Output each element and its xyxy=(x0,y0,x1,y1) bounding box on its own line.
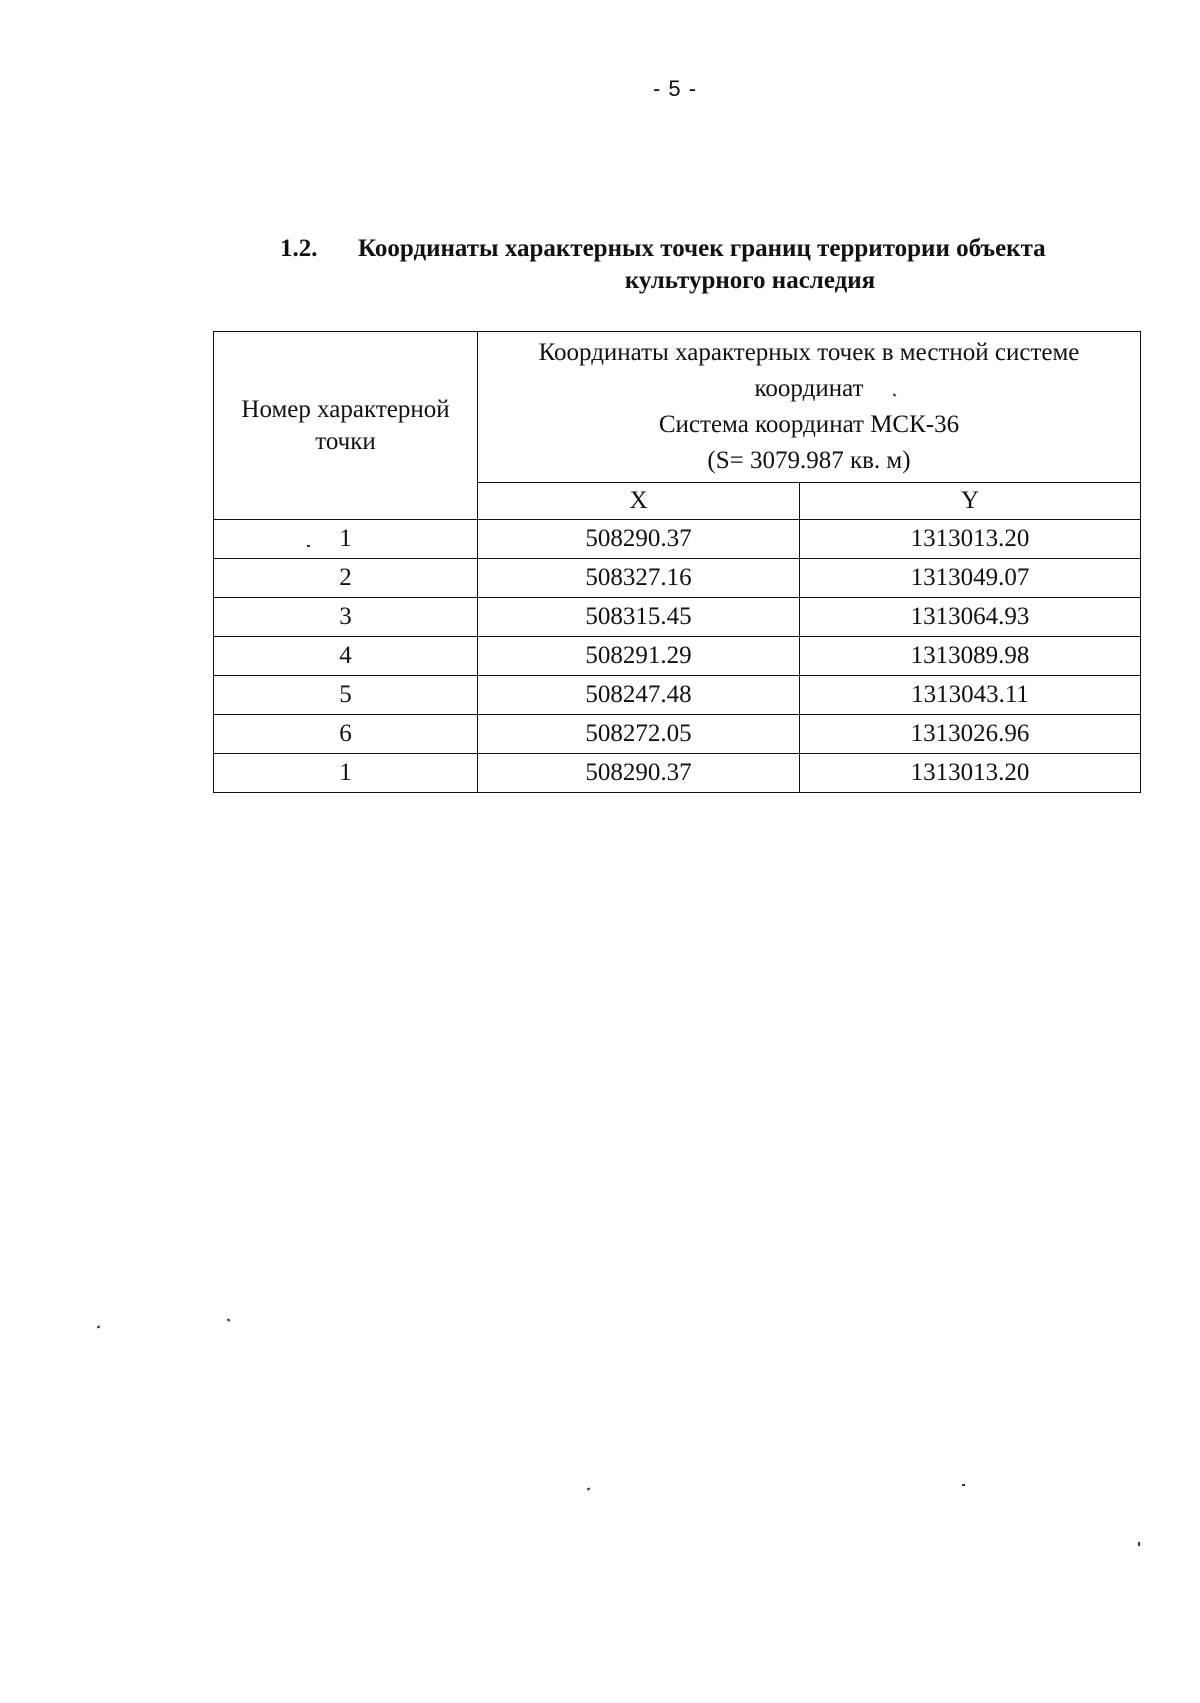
point-number-cell: 1 xyxy=(214,520,478,559)
header-point-number: Номер характерной точки xyxy=(214,332,478,520)
x-cell: 508247.48 xyxy=(478,676,800,715)
header-coords-line2: координат xyxy=(754,375,864,402)
x-cell: 508290.37 xyxy=(478,520,800,559)
y-cell: 1313043.11 xyxy=(800,676,1141,715)
header-coords-line1: Координаты характерных точек в местной системе xyxy=(538,339,1080,366)
header-coordinates xyxy=(478,332,1141,483)
x-cell: 508272.05 xyxy=(478,715,800,754)
x-cell: 508291.29 xyxy=(478,637,800,676)
x-cell: 508290.37 xyxy=(478,754,800,793)
table-row xyxy=(214,676,1141,715)
table-row xyxy=(214,715,1141,754)
y-cell: 1313049.07 xyxy=(800,559,1141,598)
point-number-cell: 6 xyxy=(214,715,478,754)
scan-speck xyxy=(962,1484,965,1486)
point-number-cell: 2 xyxy=(214,559,478,598)
scan-speck xyxy=(97,1325,101,1328)
point-number-cell: 4 xyxy=(214,637,478,676)
section-heading xyxy=(280,233,1160,297)
y-cell: 1313026.96 xyxy=(800,715,1141,754)
y-cell: 1313013.20 xyxy=(800,754,1141,793)
point-number-cell: 1 xyxy=(214,754,478,793)
y-cell: 1313013.20 xyxy=(800,520,1141,559)
coordinates-table xyxy=(213,331,1141,793)
point-number-cell: 5 xyxy=(214,676,478,715)
header-coords-line3: Система координат МСК-36 xyxy=(658,411,960,438)
table-row xyxy=(214,559,1141,598)
y-cell: 1313089.98 xyxy=(800,637,1141,676)
header-coords-line4: (S= 3079.987 кв. м) xyxy=(707,447,911,474)
scan-speck xyxy=(587,1487,591,1490)
section-number: 1.2. xyxy=(280,235,318,262)
table-row xyxy=(214,754,1141,793)
y-cell: 1313064.93 xyxy=(800,598,1141,637)
table-row xyxy=(214,598,1141,637)
scan-speck xyxy=(227,1318,231,1321)
x-cell: 508315.45 xyxy=(478,598,800,637)
header-y: Y xyxy=(800,483,1141,520)
section-title-line2: культурного наследия xyxy=(624,267,876,294)
section-title-line1: Координаты характерных точек границ территории объекта xyxy=(358,235,1046,262)
point-number-cell: 3 xyxy=(214,598,478,637)
scan-speck xyxy=(307,545,310,547)
scan-speck xyxy=(1138,1542,1140,1546)
table-row xyxy=(214,637,1141,676)
page-number: - 5 - xyxy=(652,76,698,101)
header-x: X xyxy=(478,483,800,520)
x-cell: 508327.16 xyxy=(478,559,800,598)
table-row xyxy=(214,520,1141,559)
